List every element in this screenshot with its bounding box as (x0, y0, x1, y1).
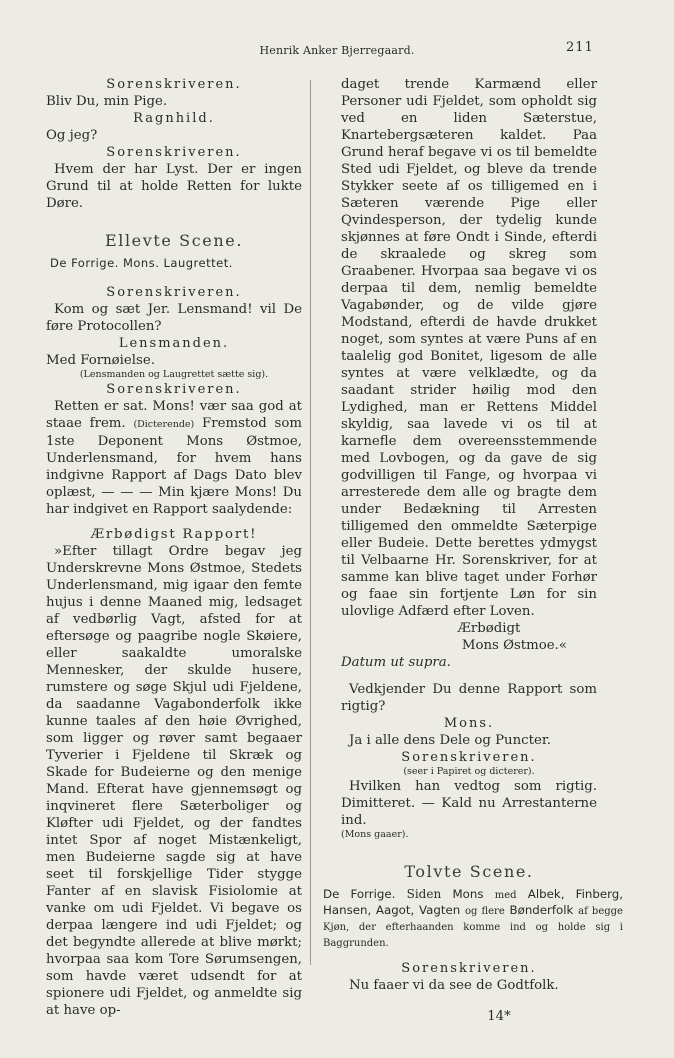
report-text-continued: daget trende Karmænd eller Personer udi Fjeldet, som opholdt sig ved en liden Sæterstue, Knartebergsæteren kaldet. Paa Grund heraf begave vi os til bemeldte Sted udi Fjeldet, og bleve da trende Stykker seete af os tilligemed en i Sæteren værende Pige eller Qvindesperson, der tydelig kunde skjønnes at føre Ondt i Sinde, efterdi de skraalede og skreg som Graabener. Hvorpaa saa begave vi os derpaa til dem, nemlig bemeldte Vagabønder, og de vilde gjøre Modstand, efterdi de havde drukket noget, som syntes at være Puns af en taalelig god Bonitet, ligesom de alle syntes at være velklædte, og da saadant strider høilig mod den Lydighed, man er Rettens Middel skyldig, saa lavede vi os til at karnefle dem overeensstemmende med Lovbogen, og da gave de sig godvilligen til Fange, og hvorpaa vi arresterede dem alle og bragte dem under Bedækning til Arresten tilligemed den ommeldte Sæterpige eller Budeie. Dette berettes ydmygst til Velbaarne Hr. Sorenskriver, for at samme kan blive taget under Forhør og faae sin fortjente Løn for sin ulovlige Adfærd efter Loven. (341, 77, 597, 619)
cast-list (323, 886, 623, 950)
dialogue-line: Hvem der har Lyst. Der er ingen Grund til at holde Retten for lukte Døre. (46, 162, 302, 211)
dialogue-line: Ja i alle dens Dele og Puncter. (349, 733, 551, 748)
cast-name: De Forrige. (323, 887, 396, 901)
speaker-name: Sorenskriveren. (106, 145, 242, 160)
stage-direction: (Dicterende) (133, 419, 195, 430)
dialogue-line: Kom og sæt Jer. Lensmand! vil De føre Protocollen? (46, 302, 302, 334)
dialogue-text: Retten er sat. Mons! vær saa god at staae frem. (46, 399, 302, 431)
dialogue-line: Bliv Du, min Pige. (46, 94, 168, 109)
speaker-name: Sorenskriveren. (401, 750, 537, 765)
speaker-name: Sorenskriveren. (401, 961, 537, 976)
speaker-name: Mons. (443, 716, 495, 731)
cast-name: Bønderfolk (509, 903, 574, 917)
speaker-name: Lensmanden. (118, 336, 230, 351)
spacer (341, 950, 597, 960)
stage-direction: (Lensmanden og Laugrettet sætte sig). (79, 369, 269, 380)
dialogue-line: Med Fornøielse. (46, 353, 155, 368)
scene-heading: Tolvte Scene. (404, 862, 534, 881)
stage-direction: (seer i Papiret og dicterer). (403, 766, 535, 777)
report-heading: Ærbødigst Rapport! (90, 527, 258, 542)
datum-line: Datum ut supra. (341, 655, 451, 670)
cast-text: og flere (464, 906, 505, 917)
right-column (323, 76, 623, 1025)
cast-text: Siden (406, 887, 442, 901)
catchword: 14* (487, 1009, 511, 1024)
dialogue-line: Hvilken han vedtog som rigtig. Dimitteret. — Kald nu Arrestanterne ind. (341, 779, 597, 828)
report-signature: Mons Østmoe.« (461, 638, 567, 653)
cast-name: Albek, Finberg, Hansen, Aagot, Vagten (323, 887, 623, 917)
speaker-name: Sorenskriveren. (106, 382, 242, 397)
column-rule (310, 80, 311, 965)
speaker-name: Sorenskriveren. (106, 285, 242, 300)
dialogue-paragraph (46, 398, 302, 518)
scene-heading: Ellevte Scene. (104, 231, 244, 250)
cast-name: Mons (452, 887, 484, 901)
cast-text: af begge Kjøn, der efterhaanden komme ind og holde sig i Baggrunden. (323, 906, 623, 949)
dialogue-text: Fremstod som 1ste Deponent Mons Østmoe, Underlensmand, for hvem hans indgivne Rapport af Dags Dato blev oplæst, — — — Min kjære Mons! Du har indgivet en Rapport saalydende: (46, 416, 302, 517)
page-number: 211 (566, 40, 594, 55)
stage-direction: (Mons gaaer). (341, 829, 409, 840)
dialogue-line: Nu faaer vi da see de Godtfolk. (349, 978, 559, 993)
report-text: »Efter tillagt Ordre begav jeg Underskrevne Mons Østmoe, Stedets Underlensmand, mig igaar den femte hujus i denne Maaned mig, ledsaget af vedbørlig Vagt, afsted for at eftersøge og paagribe nogle Skøiere, eller saakaldte umoralske Mennesker, der skulde husere, rumstere og søge Skjul udi Fjeldene, da saadanne Vagabonderfolk ikke kunne taales af den høie Øvrighed, som ligger og røver samt begaaer Tyverier i Fjeldene til Skræk og Skade for Budeierne og den menige Mand. Efterat have gjennemsøgt og inqvineret flere Sæterboliger og Kløfter udi Fjeldet, og der fandtes intet Spor af noget Mistænkeligt, men Budeierne sagde sig at have seet til forskjellige Tider stygge Fanter af en slavisk Fisiolomie at vanke om udi Fjeldet. Vi begave os derpaa længere ind udi Fjeldet; og det begyndte allerede at blive mørkt; hvorpaa saa kom Tore Sørumsengen, som havde været udsendt for at spionere udi Fjeldet, og anmeldte sig at have op- (46, 544, 302, 1018)
speaker-name: Ragnhild. (133, 111, 215, 126)
report-closing: Ærbødigt (457, 621, 521, 636)
dialogue-line: Og jeg? (46, 128, 98, 143)
left-column (46, 76, 302, 1019)
cast-list: De Forrige. Mons. Laugrettet. (50, 256, 233, 270)
speaker-name: Sorenskriveren. (106, 77, 242, 92)
cast-text: med (494, 890, 517, 901)
running-head: Henrik Anker Bjerregaard. (259, 44, 415, 57)
dialogue-line: Vedkjender Du denne Rapport som rigtig? (341, 682, 597, 714)
spacer (341, 671, 597, 681)
